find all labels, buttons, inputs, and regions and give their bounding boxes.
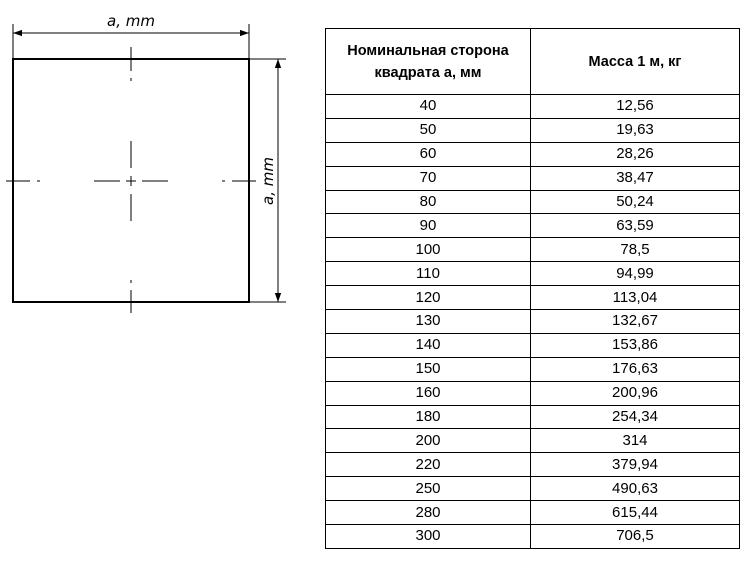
- table-row: [326, 501, 740, 525]
- cell-mass: 50,24: [531, 190, 740, 214]
- table-row: [326, 310, 740, 334]
- table-row: [326, 525, 740, 549]
- table-row: [326, 214, 740, 238]
- table-row: [326, 453, 740, 477]
- cell-side: 200: [326, 429, 531, 453]
- table-row: [326, 381, 740, 405]
- cell-side: 60: [326, 142, 531, 166]
- cell-mass: 28,26: [531, 142, 740, 166]
- cell-mass: 615,44: [531, 501, 740, 525]
- header-mass-per-meter: Масса 1 м, кг: [531, 29, 740, 95]
- cell-mass: 254,34: [531, 405, 740, 429]
- cell-mass: 200,96: [531, 381, 740, 405]
- cell-side: 250: [326, 477, 531, 501]
- table-row: [326, 95, 740, 119]
- cell-side: 300: [326, 525, 531, 549]
- cell-mass: 113,04: [531, 286, 740, 310]
- cell-side: 220: [326, 453, 531, 477]
- cell-side: 180: [326, 405, 531, 429]
- table-row: [326, 333, 740, 357]
- table-row: [326, 477, 740, 501]
- cell-mass: 706,5: [531, 525, 740, 549]
- mass-table-body: [326, 95, 740, 549]
- table-row: [326, 118, 740, 142]
- table-row: [326, 142, 740, 166]
- cell-mass: 12,56: [531, 95, 740, 119]
- cell-mass: 379,94: [531, 453, 740, 477]
- table-row: [326, 357, 740, 381]
- mass-table-header: [326, 29, 740, 95]
- table-row: [326, 262, 740, 286]
- table-header-row: [326, 29, 740, 95]
- table-row: [326, 166, 740, 190]
- cell-mass: 490,63: [531, 477, 740, 501]
- cell-side: 120: [326, 286, 531, 310]
- cell-side: 40: [326, 95, 531, 119]
- cell-side: 140: [326, 333, 531, 357]
- cell-side: 150: [326, 357, 531, 381]
- top-dimension-label: a, mm: [107, 12, 155, 30]
- table-row: [326, 190, 740, 214]
- table-row: [326, 238, 740, 262]
- cell-side: 90: [326, 214, 531, 238]
- cell-side: 110: [326, 262, 531, 286]
- table-row: [326, 405, 740, 429]
- header-nominal-side: Номинальная сторона квадрата а, мм: [326, 29, 531, 95]
- cell-side: 80: [326, 190, 531, 214]
- cell-mass: 132,67: [531, 310, 740, 334]
- table-row: [326, 286, 740, 310]
- table-row: [326, 429, 740, 453]
- mass-table: [325, 28, 740, 549]
- side-dimension-label: a, mm: [259, 157, 277, 205]
- square-profile-svg: [0, 0, 300, 330]
- cell-mass: 78,5: [531, 238, 740, 262]
- cell-side: 130: [326, 310, 531, 334]
- cell-mass: 314: [531, 429, 740, 453]
- cell-mass: 94,99: [531, 262, 740, 286]
- square-profile-drawing: [0, 0, 300, 330]
- cell-side: 160: [326, 381, 531, 405]
- cell-side: 280: [326, 501, 531, 525]
- cell-mass: 153,86: [531, 333, 740, 357]
- cell-side: 50: [326, 118, 531, 142]
- cell-side: 100: [326, 238, 531, 262]
- cell-side: 70: [326, 166, 531, 190]
- cell-mass: 176,63: [531, 357, 740, 381]
- cell-mass: 63,59: [531, 214, 740, 238]
- cell-mass: 38,47: [531, 166, 740, 190]
- cell-mass: 19,63: [531, 118, 740, 142]
